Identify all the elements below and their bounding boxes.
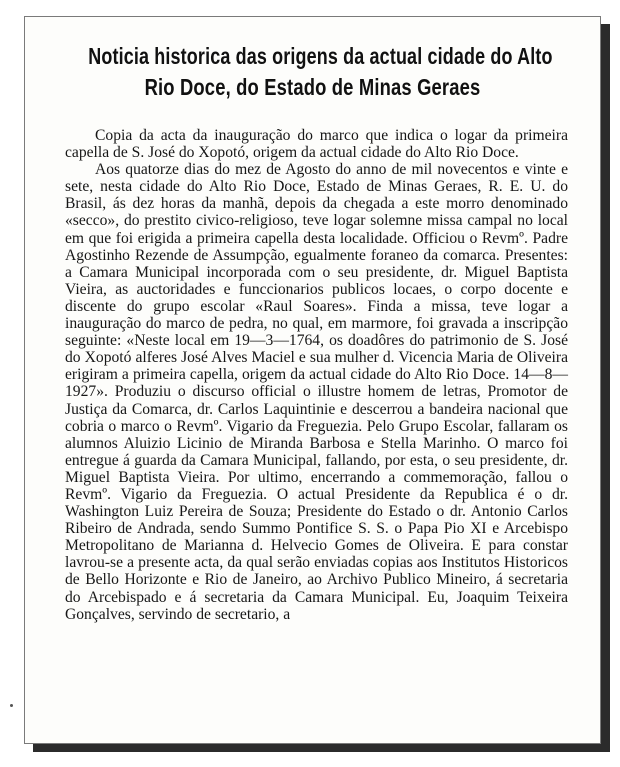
scanned-page (24, 16, 601, 744)
document-body (65, 127, 568, 623)
document-title (25, 41, 600, 103)
paragraph-intro: Copia da acta da inauguração do marco que indica o logar da primeira capella de S. José do Xopotó, origem da actual cidade do Alto Rio Doce. (65, 127, 568, 162)
paragraph-acta: Aos quatorze dias do mez de Agosto do anno de mil novecentos e vinte e sete, nesta cidade do Alto Rio Doce, Estado de Minas Geraes, R. E. U. do Brasil, ás dez horas da manhã, depois da chegada a este morro denominado «secco», do prestito civico-religioso, teve logar solemne missa campal no local em que foi erigida a primeira capella desta localidade. Officiou o Revmº. Padre Agostinho Rezende de Assumpção, egualmente foraneo da comarca. Presentes: a Camara Municipal incorporada com o seu presidente, dr. Miguel Baptista Vieira, as auctoridades e funccionarios publicos locaes, o corpo docente e discente do grupo escolar «Raul Soares». Finda a missa, teve logar a inauguração do marco de pedra, no qual, em marmore, foi gravada a inscripção seguinte: «Neste local em 19—3—1764, os doadôres do patrimonio de S. José do Xopotó alferes José Alves Maciel e sua mulher d. Vicencia Maria de Oliveira erigiram a primeira capella, origem da actual cidade do Alto Rio Doce. 14—8—1927». Produziu o discurso official o illustre homem de letras, Promotor de Justiça da Comarca, dr. Carlos Laquintinie e descerrou a bandeira nacional que cobria o marco o Revmº. Vigario da Freguezia. Pelo Grupo Escolar, fallaram os alumnos Aluizio Licinio de Miranda Barbosa e Stella Marinho. O marco foi entregue á guarda da Camara Municipal, fallando, por esta, o seu presidente, dr. Miguel Baptista Vieira. Por ultimo, encerrando a commemoração, fallou o Revmº. Vigario da Freguezia. O actual Presidente da Republica é o dr. Washington Luiz Pereira de Souza; Presidente do Estado o dr. Antonio Carlos Ribeiro de Andrada, sendo Summo Pontifice S. S. o Papa Pio XI e Arcebispo Metropolitano de Marianna d. Helvecio Gomes de Oliveira. E para constar lavrou-se a presente acta, da qual serão enviadas copias aos Institutos Historicos de Bello Horizonte e Rio de Janeiro, ao Archivo Publico Mineiro, á secretaria do Arcebispado e á secretaria da Camara Municipal. Eu, Joaquim Teixeira Gonçalves, servindo de secretario, a (65, 161, 568, 623)
title-line-2: Rio Doce, do Estado de Minas Geraes (144, 74, 481, 100)
scan-speck (10, 704, 13, 707)
title-line-1: Noticia historica das origens da actual cidade do Alto (88, 43, 553, 69)
